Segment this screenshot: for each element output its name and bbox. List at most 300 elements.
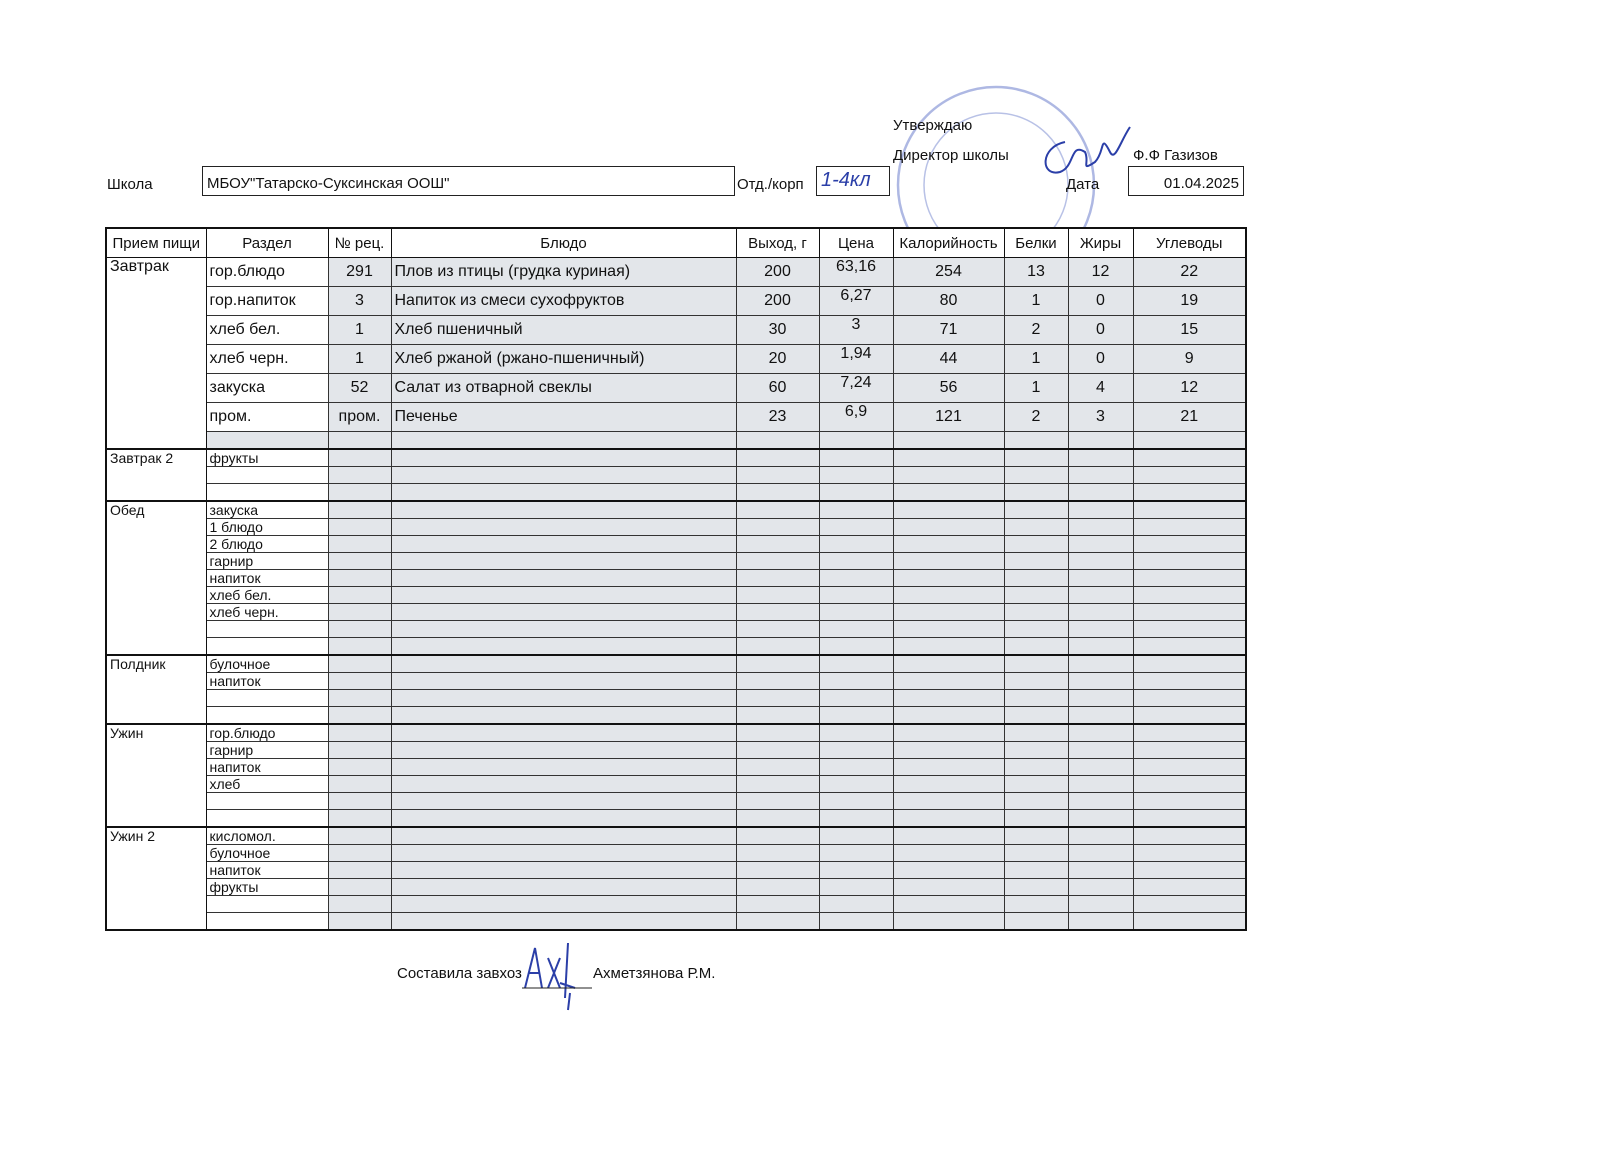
column-header: Углеводы: [1133, 228, 1246, 258]
empty-cell: [328, 827, 391, 845]
table-row: [106, 776, 1246, 793]
table-row: [106, 570, 1246, 587]
meal-name: Ужин: [106, 724, 206, 827]
empty-cell: [1068, 793, 1133, 810]
empty-cell: [1004, 759, 1068, 776]
table-row: [106, 604, 1246, 621]
empty-cell: [1133, 587, 1246, 604]
dish-cell: Хлеб ржаной (ржано-пшеничный): [391, 345, 736, 374]
empty-cell: [1004, 793, 1068, 810]
empty-cell: [1068, 449, 1133, 467]
empty-cell: [391, 724, 736, 742]
meal-name: Полдник: [106, 655, 206, 724]
empty-cell: [736, 759, 819, 776]
empty-cell: [736, 621, 819, 638]
empty-cell: [736, 655, 819, 673]
yield-cell: 20: [736, 345, 819, 374]
school-label: Школа: [107, 176, 153, 193]
table-row: [106, 707, 1246, 725]
table-row: [106, 827, 1246, 845]
dish-cell: Хлеб пшеничный: [391, 316, 736, 345]
empty-cell: [1068, 896, 1133, 913]
table-row: [106, 316, 1246, 345]
empty-cell: [1133, 570, 1246, 587]
section-cell: напиток: [206, 759, 328, 776]
empty-cell: [819, 467, 893, 484]
empty-cell: [391, 862, 736, 879]
section-cell: гор.напиток: [206, 287, 328, 316]
empty-cell: [893, 638, 1004, 656]
empty-cell: [391, 570, 736, 587]
table-row: [106, 673, 1246, 690]
table-row: [106, 587, 1246, 604]
empty-cell: [1068, 570, 1133, 587]
empty-cell: [893, 501, 1004, 519]
empty-cell: [1133, 484, 1246, 502]
empty-cell: [1068, 604, 1133, 621]
empty-cell: [893, 759, 1004, 776]
menu-table: [105, 227, 1247, 931]
empty-cell: [1004, 604, 1068, 621]
dish-cell: Салат из отварной свеклы: [391, 374, 736, 403]
empty-cell: [819, 655, 893, 673]
calories-cell: 121: [893, 403, 1004, 432]
carbs-cell: 15: [1133, 316, 1246, 345]
empty-cell: [391, 913, 736, 931]
section-cell: закуска: [206, 374, 328, 403]
empty-cell: [328, 707, 391, 725]
empty-cell: [1068, 484, 1133, 502]
empty-cell: [736, 501, 819, 519]
fats-cell: 0: [1068, 287, 1133, 316]
meal-name: Обед: [106, 501, 206, 655]
table-row: [106, 690, 1246, 707]
date-field[interactable]: 01.04.2025: [1128, 166, 1244, 196]
empty-cell: [893, 879, 1004, 896]
empty-cell: [893, 776, 1004, 793]
table-row: [106, 501, 1246, 519]
compiled-name: Ахметзянова Р.М.: [593, 965, 716, 982]
compiled-label: Составила завхоз: [397, 965, 522, 982]
empty-cell: [1133, 690, 1246, 707]
empty-cell: [1068, 536, 1133, 553]
empty-cell: [391, 536, 736, 553]
empty-cell: [1004, 587, 1068, 604]
empty-cell: [328, 432, 391, 450]
empty-cell: [819, 638, 893, 656]
empty-cell: [391, 655, 736, 673]
empty-cell: [819, 690, 893, 707]
empty-cell: [1004, 432, 1068, 450]
carbs-cell: 21: [1133, 403, 1246, 432]
column-header: Белки: [1004, 228, 1068, 258]
empty-cell: [328, 742, 391, 759]
empty-cell: [736, 862, 819, 879]
table-row: [106, 810, 1246, 828]
column-header: Выход, г: [736, 228, 819, 258]
empty-cell: [328, 896, 391, 913]
empty-cell: [328, 536, 391, 553]
fats-cell: 0: [1068, 345, 1133, 374]
empty-cell: [893, 604, 1004, 621]
price-cell: 6,27: [819, 287, 893, 316]
table-row: [106, 345, 1246, 374]
price-cell: 7,24: [819, 374, 893, 403]
empty-cell: [736, 587, 819, 604]
table-header-row: [106, 228, 1246, 258]
calories-cell: 71: [893, 316, 1004, 345]
empty-cell: [328, 449, 391, 467]
proteins-cell: 2: [1004, 316, 1068, 345]
empty-cell: [1068, 845, 1133, 862]
price-cell: 3: [819, 316, 893, 345]
empty-cell: [893, 536, 1004, 553]
section-cell: хлеб черн.: [206, 345, 328, 374]
section-cell: пром.: [206, 403, 328, 432]
empty-cell: [819, 862, 893, 879]
empty-cell: [1133, 553, 1246, 570]
empty-cell: [819, 484, 893, 502]
empty-cell: [328, 570, 391, 587]
empty-cell: [1133, 862, 1246, 879]
empty-cell: [736, 484, 819, 502]
table-row: [106, 432, 1246, 450]
calories-cell: 254: [893, 258, 1004, 287]
empty-cell: [736, 570, 819, 587]
empty-cell: [391, 776, 736, 793]
empty-cell: [1133, 536, 1246, 553]
empty-cell: [736, 519, 819, 536]
empty-cell: [1068, 862, 1133, 879]
empty-cell: [1133, 432, 1246, 450]
empty-cell: [391, 587, 736, 604]
empty-cell: [893, 862, 1004, 879]
section-cell: хлеб бел.: [206, 316, 328, 345]
empty-cell: [391, 896, 736, 913]
empty-cell: [1004, 827, 1068, 845]
section-cell: хлеб: [206, 776, 328, 793]
empty-cell: [893, 845, 1004, 862]
empty-cell: [1068, 467, 1133, 484]
dept-field[interactable]: 1-4кл: [816, 166, 890, 196]
empty-cell: [1004, 519, 1068, 536]
empty-cell: [736, 913, 819, 931]
dish-cell: Плов из птицы (грудка куриная): [391, 258, 736, 287]
carbs-cell: 19: [1133, 287, 1246, 316]
director-name: Ф.Ф Газизов: [1133, 147, 1218, 164]
dept-label: Отд./корп: [737, 176, 804, 193]
table-row: [106, 536, 1246, 553]
empty-cell: [736, 673, 819, 690]
table-row: [106, 484, 1246, 502]
empty-cell: [1068, 690, 1133, 707]
empty-cell: [819, 724, 893, 742]
recipe-number-cell: 1: [328, 345, 391, 374]
empty-cell: [391, 484, 736, 502]
empty-cell: [1004, 776, 1068, 793]
empty-cell: [1068, 621, 1133, 638]
empty-cell: [1004, 845, 1068, 862]
empty-cell: [736, 553, 819, 570]
empty-cell: [819, 570, 893, 587]
recipe-number-cell: 3: [328, 287, 391, 316]
empty-cell: [328, 587, 391, 604]
proteins-cell: 1: [1004, 287, 1068, 316]
table-row: [106, 638, 1246, 656]
empty-cell: [391, 432, 736, 450]
empty-cell: [893, 896, 1004, 913]
table-row: [106, 742, 1246, 759]
empty-cell: [736, 690, 819, 707]
empty-cell: [1068, 587, 1133, 604]
empty-cell: [736, 810, 819, 828]
fats-cell: 3: [1068, 403, 1133, 432]
empty-cell: [819, 827, 893, 845]
empty-cell: [391, 707, 736, 725]
empty-cell: [736, 638, 819, 656]
date-label: Дата: [1066, 176, 1100, 193]
empty-cell: [893, 707, 1004, 725]
empty-cell: [328, 501, 391, 519]
empty-cell: [328, 913, 391, 931]
empty-cell: [391, 553, 736, 570]
empty-cell: [328, 690, 391, 707]
empty-cell: [1133, 776, 1246, 793]
director-label: Директор школы: [893, 147, 1009, 164]
empty-cell: [1068, 673, 1133, 690]
empty-cell: [328, 553, 391, 570]
section-cell: кисломол.: [206, 827, 328, 845]
empty-cell: [1068, 501, 1133, 519]
empty-cell: [1068, 742, 1133, 759]
empty-cell: [736, 467, 819, 484]
column-header: Блюдо: [391, 228, 736, 258]
empty-cell: [328, 621, 391, 638]
carbs-cell: 9: [1133, 345, 1246, 374]
empty-cell: [1068, 776, 1133, 793]
table-row: [106, 519, 1246, 536]
empty-cell: [328, 673, 391, 690]
empty-cell: [391, 845, 736, 862]
empty-cell: [1133, 913, 1246, 931]
empty-cell: [328, 879, 391, 896]
empty-cell: [1004, 484, 1068, 502]
empty-cell: [736, 449, 819, 467]
empty-cell: [1133, 827, 1246, 845]
empty-cell: [391, 793, 736, 810]
empty-cell: [819, 587, 893, 604]
section-cell: закуска: [206, 501, 328, 519]
empty-cell: [328, 484, 391, 502]
empty-cell: [1004, 913, 1068, 931]
empty-cell: [1004, 570, 1068, 587]
empty-cell: [1004, 724, 1068, 742]
section-cell: гор.блюдо: [206, 724, 328, 742]
empty-cell: [391, 467, 736, 484]
empty-cell: [736, 879, 819, 896]
meal-name: Ужин 2: [106, 827, 206, 930]
compiler-signature: [522, 938, 592, 1013]
empty-cell: [391, 879, 736, 896]
empty-cell: [1133, 707, 1246, 725]
empty-cell: [1068, 827, 1133, 845]
empty-cell: [1004, 690, 1068, 707]
empty-cell: [1004, 862, 1068, 879]
empty-cell: [328, 810, 391, 828]
empty-cell: [1004, 673, 1068, 690]
empty-cell: [819, 793, 893, 810]
empty-cell: [736, 827, 819, 845]
section-cell: [206, 621, 328, 638]
empty-cell: [328, 519, 391, 536]
price-cell: 63,16: [819, 258, 893, 287]
section-cell: булочное: [206, 845, 328, 862]
table-row: [106, 449, 1246, 467]
empty-cell: [893, 467, 1004, 484]
empty-cell: [819, 432, 893, 450]
empty-cell: [819, 742, 893, 759]
empty-cell: [819, 501, 893, 519]
empty-cell: [1133, 879, 1246, 896]
empty-cell: [819, 536, 893, 553]
section-cell: 1 блюдо: [206, 519, 328, 536]
dish-cell: Печенье: [391, 403, 736, 432]
empty-cell: [328, 724, 391, 742]
empty-cell: [391, 604, 736, 621]
approve-label: Утверждаю: [893, 117, 973, 134]
section-cell: [206, 793, 328, 810]
table-row: [106, 913, 1246, 931]
empty-cell: [893, 724, 1004, 742]
table-row: [106, 467, 1246, 484]
empty-cell: [1068, 913, 1133, 931]
empty-cell: [1133, 621, 1246, 638]
column-header: Цена: [819, 228, 893, 258]
empty-cell: [328, 604, 391, 621]
empty-cell: [819, 673, 893, 690]
section-cell: булочное: [206, 655, 328, 673]
empty-cell: [736, 724, 819, 742]
section-cell: напиток: [206, 570, 328, 587]
empty-cell: [893, 432, 1004, 450]
empty-cell: [736, 707, 819, 725]
section-cell: [206, 484, 328, 502]
empty-cell: [819, 707, 893, 725]
empty-cell: [893, 827, 1004, 845]
fats-cell: 12: [1068, 258, 1133, 287]
empty-cell: [1004, 536, 1068, 553]
table-row: [106, 862, 1246, 879]
empty-cell: [736, 742, 819, 759]
table-row: [106, 621, 1246, 638]
empty-cell: [819, 776, 893, 793]
empty-cell: [1004, 638, 1068, 656]
empty-cell: [819, 810, 893, 828]
empty-cell: [819, 896, 893, 913]
dish-cell: Напиток из смеси сухофруктов: [391, 287, 736, 316]
section-cell: фрукты: [206, 449, 328, 467]
meal-name: Завтрак 2: [106, 449, 206, 501]
table-row: [106, 793, 1246, 810]
empty-cell: [328, 845, 391, 862]
empty-cell: [1068, 879, 1133, 896]
empty-cell: [1133, 742, 1246, 759]
section-cell: гарнир: [206, 742, 328, 759]
empty-cell: [1133, 793, 1246, 810]
empty-cell: [736, 896, 819, 913]
recipe-number-cell: 291: [328, 258, 391, 287]
empty-cell: [1068, 553, 1133, 570]
empty-cell: [1004, 501, 1068, 519]
carbs-cell: 22: [1133, 258, 1246, 287]
empty-cell: [893, 587, 1004, 604]
empty-cell: [819, 519, 893, 536]
empty-cell: [893, 484, 1004, 502]
yield-cell: 23: [736, 403, 819, 432]
empty-cell: [1004, 655, 1068, 673]
empty-cell: [391, 690, 736, 707]
column-header: Прием пищи: [106, 228, 206, 258]
table-row: [106, 879, 1246, 896]
empty-cell: [1004, 879, 1068, 896]
empty-cell: [328, 467, 391, 484]
table-row: [106, 896, 1246, 913]
recipe-number-cell: 1: [328, 316, 391, 345]
school-field[interactable]: МБОУ"Татарско-Суксинская ООШ": [202, 166, 735, 196]
section-cell: [206, 913, 328, 931]
table-row: [106, 724, 1246, 742]
column-header: Раздел: [206, 228, 328, 258]
section-cell: [206, 896, 328, 913]
empty-cell: [736, 793, 819, 810]
empty-cell: [819, 449, 893, 467]
empty-cell: [736, 845, 819, 862]
empty-cell: [893, 690, 1004, 707]
empty-cell: [391, 638, 736, 656]
empty-cell: [1004, 896, 1068, 913]
yield-cell: 30: [736, 316, 819, 345]
section-cell: хлеб черн.: [206, 604, 328, 621]
empty-cell: [1004, 810, 1068, 828]
section-cell: [206, 707, 328, 725]
table-row: [106, 374, 1246, 403]
calories-cell: 44: [893, 345, 1004, 374]
column-header: Калорийность: [893, 228, 1004, 258]
empty-cell: [893, 570, 1004, 587]
empty-cell: [1068, 707, 1133, 725]
empty-cell: [736, 432, 819, 450]
empty-cell: [1004, 742, 1068, 759]
empty-cell: [893, 449, 1004, 467]
empty-cell: [893, 742, 1004, 759]
section-cell: [206, 638, 328, 656]
empty-cell: [819, 759, 893, 776]
empty-cell: [1068, 810, 1133, 828]
empty-cell: [819, 604, 893, 621]
empty-cell: [893, 655, 1004, 673]
section-cell: напиток: [206, 673, 328, 690]
empty-cell: [206, 432, 328, 450]
table-row: [106, 759, 1246, 776]
empty-cell: [1133, 519, 1246, 536]
empty-cell: [391, 501, 736, 519]
empty-cell: [1068, 519, 1133, 536]
empty-cell: [819, 845, 893, 862]
empty-cell: [1133, 604, 1246, 621]
meal-name: Завтрак: [106, 258, 206, 450]
empty-cell: [1004, 553, 1068, 570]
empty-cell: [893, 553, 1004, 570]
